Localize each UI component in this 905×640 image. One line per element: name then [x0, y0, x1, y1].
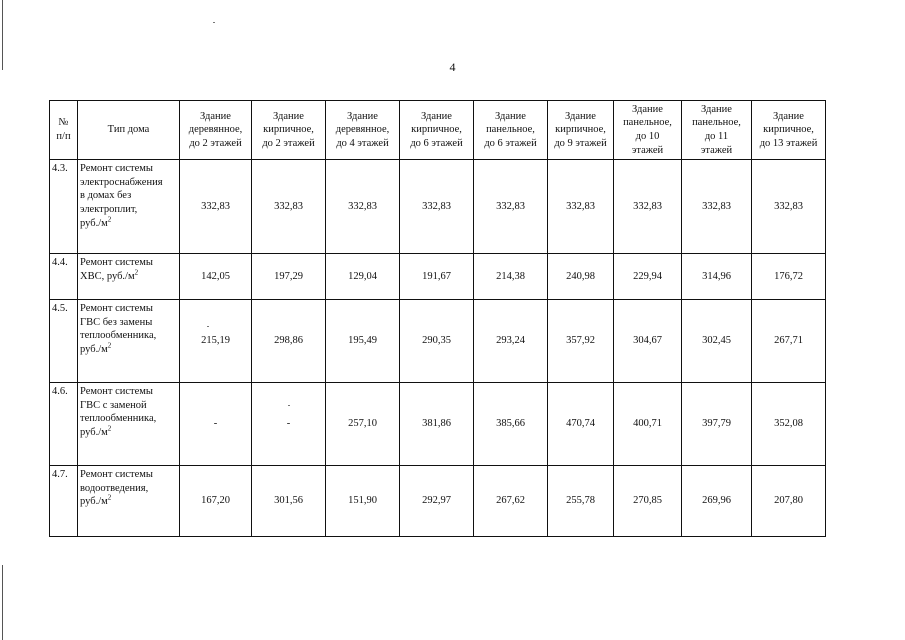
column-header-line: до 9 этажей [554, 137, 607, 149]
row-name-line [80, 343, 177, 357]
table-cell-value: 269,96 [682, 466, 752, 537]
table-cell-value: 151,90 [326, 466, 400, 537]
row-number: 4.4. [50, 254, 78, 300]
table-cell-value: 302,45 [682, 300, 752, 383]
column-header-c3 [326, 101, 400, 160]
table-cell-value: 470,74 [548, 383, 614, 466]
column-header-line: до 2 этажей [262, 137, 315, 149]
table-cell-value: 352,08 [752, 383, 826, 466]
table-cell-value: 304,67 [614, 300, 682, 383]
row-name-text: электроснабжения [80, 176, 163, 188]
table-cell-value: 207,80 [752, 466, 826, 537]
column-header-line: до 4 этажей [336, 137, 389, 149]
row-name-text: водоотведения, [80, 482, 149, 494]
row-name-line [80, 162, 177, 176]
table-header [50, 101, 826, 160]
table-cell-value: 292,97 [400, 466, 474, 537]
row-name-text: в домах без [80, 190, 132, 202]
column-header-c9 [752, 101, 826, 160]
table-cell-value: 293,24 [474, 300, 548, 383]
scan-edge-mark-bottom [2, 565, 3, 640]
table-row [50, 254, 826, 300]
column-header-line: Здание [200, 110, 231, 122]
column-header-line: этажей [700, 144, 733, 156]
row-name-text: руб./м [80, 426, 108, 438]
unit-superscript: 2 [107, 341, 112, 350]
header-row [50, 101, 826, 160]
column-header-c5 [474, 101, 548, 160]
column-header-line: до 6 этажей [410, 137, 463, 149]
column-header-c8 [682, 101, 752, 160]
table-row [50, 383, 826, 466]
column-header-c7 [614, 101, 682, 160]
table-body [50, 160, 826, 537]
table-cell-value: 191,67 [400, 254, 474, 300]
unit-superscript: 2 [134, 268, 139, 277]
column-header-line: кирпичное, [411, 124, 462, 136]
row-name-line [80, 412, 177, 426]
row-name-line [80, 495, 177, 509]
column-header-c1 [180, 101, 252, 160]
column-header-line: панельное, [692, 117, 741, 129]
column-header-line: кирпичное, [763, 124, 814, 136]
row-name-text: руб./м [80, 217, 108, 229]
column-header-line: Здание [773, 110, 804, 122]
table-cell-value: 332,83 [752, 160, 826, 254]
column-header-line: деревянное, [335, 124, 390, 136]
row-name-text: Ремонт системы [80, 163, 153, 174]
row-name-text: Ремонт системы [80, 386, 153, 397]
table-cell-value: 214,38 [474, 254, 548, 300]
table-cell-value: 229,94 [614, 254, 682, 300]
column-header-c4 [400, 101, 474, 160]
table-cell-value: 195,49 [326, 300, 400, 383]
table-cell-value: 255,78 [548, 466, 614, 537]
column-header-line: Здание [273, 110, 304, 122]
column-header-type [78, 101, 180, 160]
table-cell-value: - [180, 383, 252, 466]
row-name [78, 300, 180, 383]
table-cell-value: 240,98 [548, 254, 614, 300]
page-number: 4 [449, 60, 456, 74]
row-name-line [80, 426, 177, 440]
column-header-line: Здание [701, 103, 732, 115]
row-name-line [80, 385, 177, 399]
table-cell-value: 397,79 [682, 383, 752, 466]
column-header-num [50, 101, 78, 160]
table-cell-value: 142,05 [180, 254, 252, 300]
column-header-line: Здание [421, 110, 452, 122]
table-cell-value: 257,10 [326, 383, 400, 466]
table-cell-value: 270,85 [614, 466, 682, 537]
column-header-line: Здание [632, 103, 663, 115]
table-cell-value: 332,83 [682, 160, 752, 254]
table-cell-value: 176,72 [752, 254, 826, 300]
table-cell-value: 332,83 [252, 160, 326, 254]
table-cell-value: 301,56 [252, 466, 326, 537]
row-name-line [80, 399, 177, 413]
row-name-line [80, 316, 177, 330]
row-name-text: руб./м [80, 343, 108, 355]
table-cell-value: - [252, 383, 326, 466]
column-header-line: до 6 этажей [484, 137, 537, 149]
row-name-text: Ремонт системы [80, 257, 153, 268]
table-cell-value: 314,96 [682, 254, 752, 300]
column-header-line: деревянное, [188, 124, 243, 136]
table-cell-value: 385,66 [474, 383, 548, 466]
table-row [50, 466, 826, 537]
row-name [78, 383, 180, 466]
row-name-text: теплообменника, [80, 330, 157, 342]
column-header-c2 [252, 101, 326, 160]
table-cell-value: 357,92 [548, 300, 614, 383]
row-name-line [80, 270, 177, 284]
row-name-line [80, 482, 177, 496]
table-cell-value: 332,83 [180, 160, 252, 254]
row-name [78, 254, 180, 300]
row-name-line [80, 329, 177, 343]
column-header-line: панельное, [486, 124, 535, 136]
row-name-text: теплообменника, [80, 413, 157, 425]
row-name-text: руб./м [80, 496, 108, 508]
unit-superscript: 2 [107, 215, 112, 224]
table-cell-value: 400,71 [614, 383, 682, 466]
table-cell-value: 167,20 [180, 466, 252, 537]
column-header-line: Здание [565, 110, 596, 122]
column-header-line: этажей [631, 144, 664, 156]
row-number: 4.5. [50, 300, 78, 383]
column-header-line: до 13 этажей [759, 137, 818, 149]
table-cell-value: 332,83 [326, 160, 400, 254]
table-cell-value: 267,71 [752, 300, 826, 383]
row-number: 4.7. [50, 466, 78, 537]
row-name-line [80, 302, 177, 316]
row-name-text: ГВС с заменой [80, 399, 147, 411]
row-name-text: электроплит, [80, 203, 138, 215]
column-header-line: кирпичное, [555, 124, 606, 136]
unit-superscript: 2 [107, 424, 112, 433]
table-cell-value: 290,35 [400, 300, 474, 383]
row-number: 4.3. [50, 160, 78, 254]
scan-dust-mark [213, 22, 215, 23]
column-header-line: п/п [56, 131, 71, 142]
row-name-line [80, 256, 177, 270]
table-row [50, 300, 826, 383]
row-name-text: Ремонт системы [80, 303, 153, 314]
row-name-text: ХВС, руб./м [80, 270, 135, 282]
table-cell-value: 332,83 [474, 160, 548, 254]
row-name [78, 160, 180, 254]
column-header-line: Здание [347, 110, 378, 122]
table-cell-value: 298,86 [252, 300, 326, 383]
column-header-line: кирпичное, [263, 124, 314, 136]
table-cell-value: 215,19 [180, 300, 252, 383]
repair-rates-table [49, 100, 826, 537]
row-name-line [80, 217, 177, 231]
table-cell-value: 332,83 [548, 160, 614, 254]
unit-superscript: 2 [107, 493, 112, 502]
column-header-line: до 10 [635, 131, 660, 142]
table-cell-value: 197,29 [252, 254, 326, 300]
column-header-line: панельное, [623, 117, 672, 129]
table-row [50, 160, 826, 254]
column-header-line: Здание [495, 110, 526, 122]
table-cell-value: 381,86 [400, 383, 474, 466]
row-name [78, 466, 180, 537]
row-name-line [80, 468, 177, 482]
column-header-line: до 11 [704, 131, 729, 142]
row-number: 4.6. [50, 383, 78, 466]
column-header-c6 [548, 101, 614, 160]
row-name-text: ГВС без замены [80, 316, 153, 328]
row-name-text: Ремонт системы [80, 469, 153, 480]
table-cell-value: 332,83 [400, 160, 474, 254]
row-name-line [80, 176, 177, 190]
column-header-line: до 2 этажей [189, 137, 242, 149]
column-header-line: Тип дома [107, 124, 150, 136]
row-name-line [80, 203, 177, 217]
table-cell-value: 129,04 [326, 254, 400, 300]
column-header-line: № [58, 117, 69, 129]
row-name-line [80, 189, 177, 203]
table-cell-value: 267,62 [474, 466, 548, 537]
table-cell-value: 332,83 [614, 160, 682, 254]
